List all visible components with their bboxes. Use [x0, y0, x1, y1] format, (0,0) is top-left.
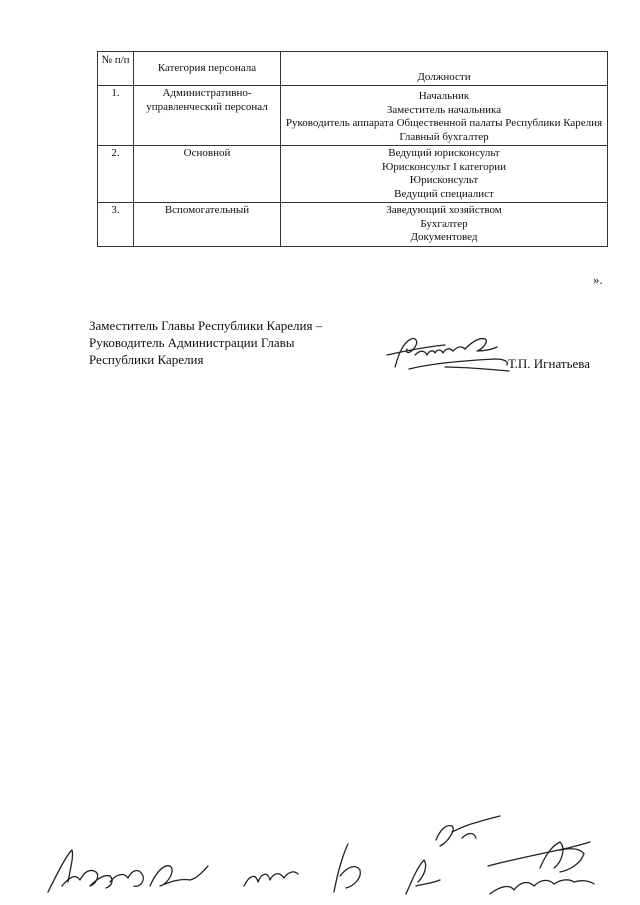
table-header-row: [98, 52, 608, 86]
position-item: Бухгалтер: [420, 217, 468, 230]
position-item: Заместитель начальника: [386, 103, 502, 116]
signer-title-line: Республики Карелия: [89, 352, 204, 367]
approval-signatures: [0, 810, 640, 905]
position-item: Ведущий юрисконсульт: [388, 147, 500, 159]
staff-categories-table: [97, 51, 608, 247]
row-number: 2.: [98, 146, 134, 203]
table-row: [98, 203, 608, 247]
row-number: 3.: [98, 203, 134, 247]
signer-title-line: Заместитель Главы Республики Карелия –: [89, 318, 323, 333]
row-category: Административно-управленческий персонал: [134, 86, 281, 146]
header-number: № п/п: [98, 52, 134, 86]
row-category: Вспомогательный: [134, 203, 281, 247]
table-row: [98, 86, 608, 146]
handwritten-signature: [385, 325, 525, 385]
position-item: Начальник: [418, 90, 470, 102]
table-row: [98, 146, 608, 203]
position-item: Юрисконсульт: [409, 174, 479, 186]
signer-title: [89, 317, 322, 368]
row-category: Основной: [134, 146, 281, 203]
position-item: Документовед: [410, 231, 478, 243]
row-positions: [281, 146, 608, 203]
row-positions: [281, 86, 608, 146]
closing-quote-mark: ».: [593, 272, 603, 287]
header-category: Категория персонала: [134, 52, 281, 86]
header-positions: Должности: [281, 52, 608, 86]
position-item: Юрисконсульт I категории: [381, 160, 507, 173]
position-item: Главный бухгалтер: [399, 130, 489, 143]
position-item: Ведущий специалист: [394, 187, 494, 200]
signer-name: Т.П. Игнатьева: [508, 356, 591, 371]
row-positions: [281, 203, 608, 247]
signer-title-line: Руководитель Администрации Главы: [89, 335, 295, 350]
position-item: Заведующий хозяйством: [386, 204, 502, 216]
row-number: 1.: [98, 86, 134, 146]
position-item: Руководитель аппарата Общественной палаты Республики Карелия: [285, 117, 603, 129]
